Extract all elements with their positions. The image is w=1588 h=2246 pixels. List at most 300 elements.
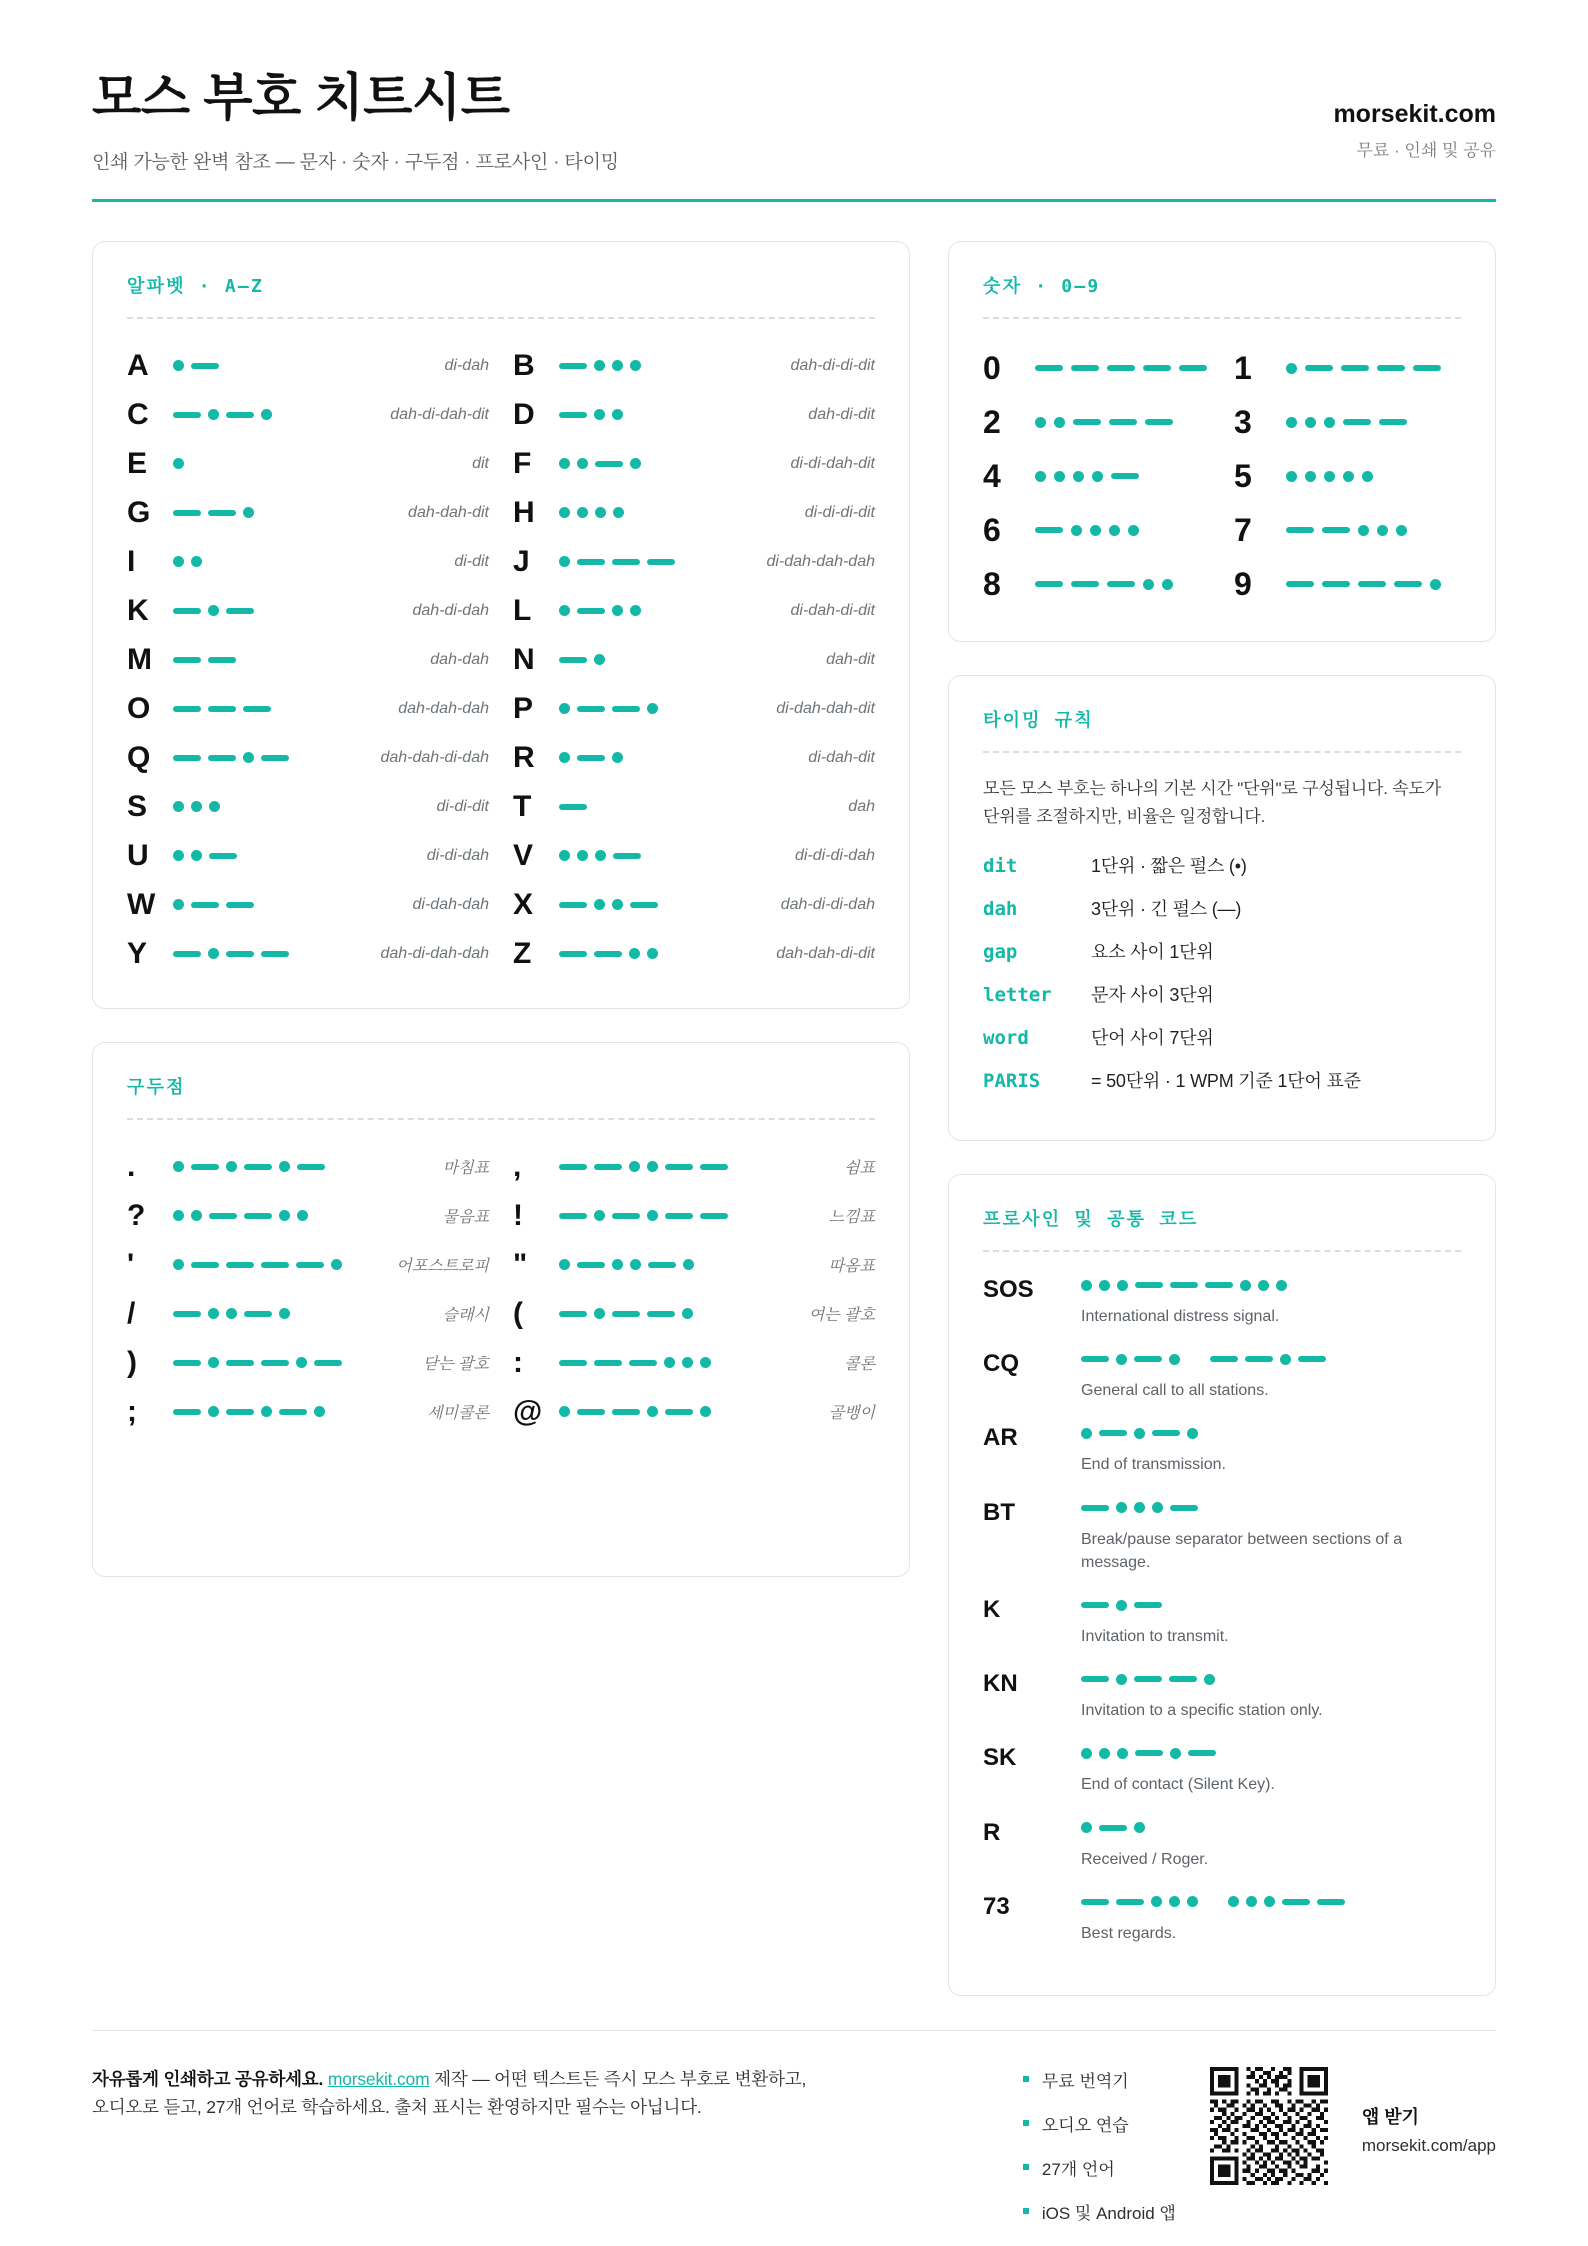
- pronunciation: di-dah-dit: [808, 748, 875, 766]
- morse-dot: [173, 556, 184, 567]
- prosign-row: [983, 1742, 1461, 1796]
- prosign-rows: [983, 1274, 1461, 1945]
- timing-row: [983, 1067, 1461, 1110]
- page-header: [92, 56, 1496, 174]
- number-row: [983, 395, 1210, 449]
- code-symbol: R: [513, 740, 535, 774]
- code-symbol: L: [513, 593, 532, 627]
- prosign-description: End of transmission.: [1081, 1456, 1226, 1474]
- code-symbol: :: [513, 1345, 523, 1379]
- morse-dot: [173, 801, 184, 812]
- header-titles: [92, 56, 619, 174]
- morse-dot: [1286, 363, 1297, 374]
- prosign-morse: [1081, 1742, 1461, 1764]
- code-symbol: 9: [1234, 565, 1252, 602]
- morse-dot: [191, 850, 202, 861]
- morse-pattern: [1286, 363, 1461, 374]
- morse-dash: [1245, 1356, 1273, 1362]
- prosign-description: International distress signal.: [1081, 1308, 1280, 1326]
- morse-dash: [577, 1262, 605, 1268]
- morse-dash: [226, 1262, 254, 1268]
- morse-pattern: [173, 657, 329, 663]
- morse-dash: [1322, 527, 1350, 533]
- timing-key: word: [983, 1027, 1029, 1050]
- morse-dot: [279, 1210, 290, 1221]
- morse-dash: [191, 1262, 219, 1268]
- morse-dot: [612, 360, 623, 371]
- morse-dash: [173, 1311, 201, 1317]
- morse-pattern: [173, 850, 329, 861]
- pronunciation: 슬래시: [442, 1307, 489, 1324]
- alphabet-row: [127, 439, 489, 488]
- morse-dot: [208, 1357, 219, 1368]
- morse-dash: [1081, 1899, 1109, 1905]
- morse-dot: [1286, 471, 1297, 482]
- number-row: [983, 341, 1210, 395]
- prosign-detail: [1081, 1274, 1461, 1328]
- morse-dash: [279, 1409, 307, 1415]
- morse-dot: [612, 1259, 623, 1270]
- alphabet-row: [513, 831, 875, 880]
- morse-dash: [1099, 1430, 1127, 1436]
- code-symbol: ,: [513, 1149, 522, 1183]
- morse-dash: [261, 1262, 289, 1268]
- morse-pattern: [559, 1308, 759, 1319]
- code-symbol: 6: [983, 511, 1001, 548]
- number-row: [1234, 395, 1461, 449]
- feature-item: 무료 번역기: [1023, 2067, 1176, 2092]
- morse-dash: [173, 657, 201, 663]
- morse-pattern: [173, 507, 329, 518]
- morse-dash: [208, 706, 236, 712]
- morse-dash: [594, 951, 622, 957]
- morse-dash: [577, 755, 605, 761]
- morse-dash: [1413, 365, 1441, 371]
- prosign-morse: [1081, 1422, 1461, 1444]
- code-symbol: H: [513, 495, 535, 529]
- morse-dash: [612, 559, 640, 565]
- morse-pattern: [559, 752, 715, 763]
- timing-intro: 모든 모스 부호는 하나의 기본 시간 "단위"로 구성됩니다. 속도가 단위를 조절하지만, 비율은 일정합니다.: [983, 779, 1441, 826]
- morse-dot: [647, 1406, 658, 1417]
- morse-dash: [1107, 365, 1135, 371]
- morse-dash: [1134, 1356, 1162, 1362]
- footer-text: [92, 2065, 812, 2122]
- prosign-detail: [1081, 1497, 1461, 1574]
- morse-dash: [1081, 1505, 1109, 1511]
- prosign-description: General call to all stations.: [1081, 1382, 1269, 1400]
- code-symbol: S: [127, 789, 148, 823]
- morse-dash: [173, 755, 201, 761]
- feature-item: iOS 및 Android 앱: [1023, 2199, 1176, 2224]
- morse-dot: [647, 1210, 658, 1221]
- pronunciation: 어포스트로피: [396, 1258, 489, 1275]
- morse-pattern: [173, 605, 329, 616]
- morse-dot: [594, 654, 605, 665]
- code-symbol: F: [513, 446, 532, 480]
- prosign-code: BT: [983, 1498, 1015, 1526]
- code-symbol: Z: [513, 936, 532, 970]
- morse-dash: [226, 951, 254, 957]
- alphabet-row: [513, 390, 875, 439]
- morse-dot: [1128, 525, 1139, 536]
- prosign-row: [983, 1274, 1461, 1328]
- morse-dash: [261, 1360, 289, 1366]
- pronunciation: dah-dah-di-dit: [776, 944, 875, 962]
- morse-dot: [1396, 525, 1407, 536]
- morse-dot: [559, 1259, 570, 1270]
- morse-dash: [577, 1409, 605, 1415]
- morse-dash: [559, 1311, 587, 1317]
- alphabet-row: [513, 684, 875, 733]
- pronunciation: di-di-di-dah: [794, 846, 875, 864]
- morse-dash: [559, 657, 587, 663]
- alphabet-row: [127, 390, 489, 439]
- morse-dot: [559, 605, 570, 616]
- timing-row: [983, 852, 1461, 895]
- numbers-card-title: 숫자 · 0–9: [983, 276, 1101, 297]
- morse-dash: [173, 608, 201, 614]
- pronunciation: di-dah: [444, 356, 489, 374]
- prosign-code: K: [983, 1596, 1001, 1623]
- morse-dot: [1276, 1280, 1287, 1291]
- morse-dot: [1117, 1280, 1128, 1291]
- pronunciation: dah: [848, 797, 875, 815]
- pronunciation: di-di-dah: [426, 846, 489, 864]
- morse-dot: [173, 899, 184, 910]
- morse-dot: [682, 1308, 693, 1319]
- timing-row: [983, 1024, 1461, 1067]
- code-symbol: 5: [1234, 457, 1252, 494]
- content-grid: [92, 241, 1496, 1996]
- timing-row: [983, 981, 1461, 1024]
- morse-dot: [683, 1259, 694, 1270]
- morse-dash: [665, 1409, 693, 1415]
- morse-dot: [1169, 1896, 1180, 1907]
- timing-value: 1단위 · 짧은 펄스 (•): [1091, 856, 1247, 877]
- morse-dot: [1430, 579, 1441, 590]
- code-symbol: 8: [983, 565, 1001, 602]
- morse-dot: [261, 1406, 272, 1417]
- code-symbol: X: [513, 887, 534, 921]
- morse-dash: [1135, 1750, 1163, 1756]
- morse-pattern: [1286, 525, 1461, 536]
- morse-dash: [297, 1164, 325, 1170]
- morse-dash: [1143, 365, 1171, 371]
- morse-dot: [577, 507, 588, 518]
- morse-dot: [1071, 525, 1082, 536]
- morse-dot: [630, 1259, 641, 1270]
- punctuation-row: [127, 1240, 489, 1289]
- morse-dot: [208, 605, 219, 616]
- morse-dot: [1280, 1354, 1291, 1365]
- morse-dot: [208, 948, 219, 959]
- morse-dash: [647, 1311, 675, 1317]
- prosign-description: Received / Roger.: [1081, 1850, 1209, 1868]
- code-symbol: 2: [983, 403, 1001, 440]
- morse-dash: [559, 1164, 587, 1170]
- morse-dot: [173, 1259, 184, 1270]
- morse-pattern: [173, 706, 329, 712]
- morse-dash: [208, 755, 236, 761]
- code-symbol: P: [513, 691, 534, 725]
- prosign-description: Invitation to a specific station only.: [1081, 1702, 1323, 1720]
- morse-dash: [1170, 1505, 1198, 1511]
- morse-dash: [1169, 1676, 1197, 1682]
- morse-dot: [1099, 1748, 1110, 1759]
- morse-dash: [559, 412, 587, 418]
- morse-dash: [1116, 1899, 1144, 1905]
- morse-pattern: [559, 948, 715, 959]
- morse-dash: [209, 1213, 237, 1219]
- pronunciation: 마침표: [442, 1160, 489, 1177]
- morse-dash: [1394, 581, 1422, 587]
- alphabet-row: [513, 537, 875, 586]
- footer-lead: 자유롭게 인쇄하고 공유하세요.: [92, 2068, 324, 2089]
- morse-dot: [243, 752, 254, 763]
- code-symbol: ): [127, 1345, 137, 1379]
- timing-value: 단어 사이 7단위: [1091, 1028, 1214, 1049]
- prosign-code: SK: [983, 1744, 1017, 1772]
- timing-key: dah: [983, 898, 1018, 921]
- morse-dash: [559, 363, 587, 369]
- morse-dot: [261, 409, 272, 420]
- punctuation-row: [513, 1240, 875, 1289]
- prosign-detail: [1081, 1348, 1461, 1402]
- morse-pattern: [173, 360, 329, 371]
- timing-rows: [983, 852, 1461, 1110]
- prosign-morse: [1081, 1274, 1461, 1296]
- morse-dash: [191, 1164, 219, 1170]
- code-symbol: !: [513, 1198, 523, 1232]
- morse-dot: [577, 458, 588, 469]
- morse-pattern: [173, 1308, 373, 1319]
- pronunciation: di-dah-dah: [412, 895, 489, 913]
- morse-dot: [1134, 1502, 1145, 1513]
- code-symbol: B: [513, 348, 535, 382]
- morse-dash: [1379, 419, 1407, 425]
- morse-dot: [1117, 1748, 1128, 1759]
- pronunciation: 물음표: [442, 1209, 489, 1226]
- punctuation-rows: [127, 1142, 875, 1436]
- pronunciation: 골뱅이: [828, 1405, 875, 1422]
- morse-dash: [1205, 1282, 1233, 1288]
- morse-pattern: [559, 703, 715, 714]
- pronunciation: di-dit: [454, 552, 489, 570]
- morse-dash: [173, 1409, 201, 1415]
- morse-dash: [1099, 1825, 1127, 1831]
- morse-pattern: [173, 556, 329, 567]
- morse-dash: [243, 706, 271, 712]
- feature-item: 오디오 연습: [1023, 2111, 1176, 2136]
- morse-pattern: [559, 605, 715, 616]
- morse-pattern: [559, 556, 715, 567]
- morse-dot: [1035, 417, 1046, 428]
- morse-dash: [226, 608, 254, 614]
- prosign-row: [983, 1497, 1461, 1574]
- pronunciation: di-dah-di-dit: [790, 601, 875, 619]
- morse-dot: [208, 409, 219, 420]
- pronunciation: 따옴표: [828, 1258, 875, 1275]
- app-promo-url: morsekit.com/app: [1361, 2135, 1496, 2155]
- morse-dash: [191, 902, 219, 908]
- page-footer: [92, 2031, 1496, 2243]
- alphabet-card-title: 알파벳 · A–Z: [127, 276, 264, 297]
- morse-dot: [1073, 471, 1084, 482]
- morse-dash: [173, 1360, 201, 1366]
- morse-dash: [1286, 527, 1314, 533]
- morse-dot: [1358, 525, 1369, 536]
- prosigns-card-title: 프로사인 및 공통 코드: [983, 1209, 1199, 1231]
- morse-pattern: [559, 360, 715, 371]
- morse-pattern: [1035, 365, 1210, 371]
- prosign-description: Break/pause separator between sections of a message.: [1081, 1530, 1403, 1571]
- morse-dash: [1109, 419, 1137, 425]
- divider: [983, 751, 1461, 753]
- morse-dot: [630, 605, 641, 616]
- prosign-code: CQ: [983, 1350, 1019, 1378]
- morse-dash: [577, 706, 605, 712]
- morse-dot: [279, 1161, 290, 1172]
- morse-dash: [226, 1360, 254, 1366]
- punctuation-card-title: 구두점: [127, 1077, 186, 1098]
- morse-dash: [594, 1360, 622, 1366]
- pronunciation: dah-di-di-dah: [780, 895, 875, 913]
- prosign-row: [983, 1668, 1461, 1722]
- morse-dot: [1134, 1822, 1145, 1833]
- pronunciation: di-dah-dah-dit: [776, 699, 875, 717]
- morse-dot: [208, 1308, 219, 1319]
- prosign-detail: [1081, 1594, 1461, 1648]
- number-row: [1234, 449, 1461, 503]
- page-title: 모스 부호 치트시트: [92, 69, 510, 126]
- morse-dash: [613, 853, 641, 859]
- morse-dot: [612, 899, 623, 910]
- code-symbol: 7: [1234, 511, 1252, 548]
- prosign-description: Best regards.: [1081, 1924, 1177, 1942]
- code-symbol: ;: [127, 1394, 137, 1428]
- punctuation-row: [127, 1142, 489, 1191]
- morse-dot: [1054, 417, 1065, 428]
- morse-dash: [595, 461, 623, 467]
- morse-dot: [647, 948, 658, 959]
- morse-dash: [173, 951, 201, 957]
- punctuation-row: [513, 1338, 875, 1387]
- morse-dash: [1282, 1899, 1310, 1905]
- morse-dash: [1134, 1602, 1162, 1608]
- code-symbol: Y: [127, 936, 148, 970]
- code-symbol: 1: [1234, 349, 1252, 386]
- morse-pattern: [173, 1406, 373, 1417]
- code-symbol: O: [127, 691, 151, 725]
- number-row: [1234, 503, 1461, 557]
- alphabet-row: [513, 929, 875, 978]
- morse-pattern: [559, 899, 715, 910]
- number-row: [983, 449, 1210, 503]
- morse-dash: [1305, 365, 1333, 371]
- prosign-detail: [1081, 1891, 1461, 1945]
- alphabet-row: [513, 635, 875, 684]
- morse-pattern: [173, 752, 329, 763]
- number-row: [983, 557, 1210, 611]
- numbers-card: [948, 241, 1496, 642]
- alphabet-row: [513, 488, 875, 537]
- footer-link[interactable]: morsekit.com: [327, 2068, 430, 2089]
- alphabet-rows: [127, 341, 875, 978]
- punctuation-card: [92, 1042, 910, 1577]
- divider: [127, 1118, 875, 1120]
- morse-dash: [244, 1311, 272, 1317]
- pronunciation: dah-di-di-dit: [790, 356, 875, 374]
- code-symbol: 3: [1234, 403, 1252, 440]
- morse-dot: [629, 1161, 640, 1172]
- morse-dash: [173, 412, 201, 418]
- alphabet-row: [127, 733, 489, 782]
- prosign-detail: [1081, 1422, 1461, 1476]
- code-symbol: /: [127, 1296, 136, 1330]
- code-symbol: V: [513, 838, 534, 872]
- morse-dash: [1286, 581, 1314, 587]
- punctuation-row: [127, 1289, 489, 1338]
- morse-dot: [559, 850, 570, 861]
- morse-dot: [559, 507, 570, 518]
- morse-dot: [629, 948, 640, 959]
- morse-dash: [173, 510, 201, 516]
- alphabet-card: [92, 241, 910, 1009]
- morse-dash: [559, 951, 587, 957]
- accent-rule: [92, 199, 1496, 202]
- morse-dot: [1258, 1280, 1269, 1291]
- morse-pattern: [559, 1210, 759, 1221]
- morse-pattern: [173, 801, 329, 812]
- morse-dot: [1081, 1428, 1092, 1439]
- code-symbol: ': [127, 1247, 135, 1281]
- code-symbol: E: [127, 446, 148, 480]
- prosign-description: Invitation to transmit.: [1081, 1628, 1229, 1645]
- code-symbol: G: [127, 495, 151, 529]
- morse-dash: [1035, 527, 1063, 533]
- timing-value: = 50단위 · 1 WPM 기준 1단어 표준: [1091, 1071, 1361, 1092]
- morse-dot: [1343, 471, 1354, 482]
- morse-dash: [261, 755, 289, 761]
- punctuation-row: [513, 1142, 875, 1191]
- morse-pattern: [1035, 417, 1210, 428]
- morse-dot: [682, 1357, 693, 1368]
- pronunciation: 닫는 괄호: [422, 1356, 489, 1373]
- code-symbol: N: [513, 642, 535, 676]
- morse-dot: [208, 1406, 219, 1417]
- morse-dot: [173, 1161, 184, 1172]
- morse-dash: [314, 1360, 342, 1366]
- pronunciation: 세미콜론: [427, 1405, 489, 1422]
- morse-dot: [1305, 417, 1316, 428]
- morse-dot: [594, 899, 605, 910]
- footer-right: [1023, 2065, 1496, 2243]
- morse-pattern: [1286, 471, 1461, 482]
- morse-dash: [261, 951, 289, 957]
- morse-dash: [1145, 419, 1173, 425]
- pronunciation: di-dah-dah-dah: [766, 552, 875, 570]
- page-subtitle: 인쇄 가능한 완벽 참조 — 문자 · 숫자 · 구두점 · 프로사인 · 타이밍: [92, 152, 619, 173]
- morse-dash: [1107, 581, 1135, 587]
- alphabet-row: [513, 880, 875, 929]
- timing-key: gap: [983, 941, 1018, 964]
- pronunciation: di-di-di-dit: [804, 503, 875, 521]
- prosign-code: SOS: [983, 1276, 1034, 1304]
- brand-block: [1333, 56, 1496, 161]
- code-symbol: @: [513, 1394, 543, 1428]
- morse-pattern: [1286, 417, 1461, 428]
